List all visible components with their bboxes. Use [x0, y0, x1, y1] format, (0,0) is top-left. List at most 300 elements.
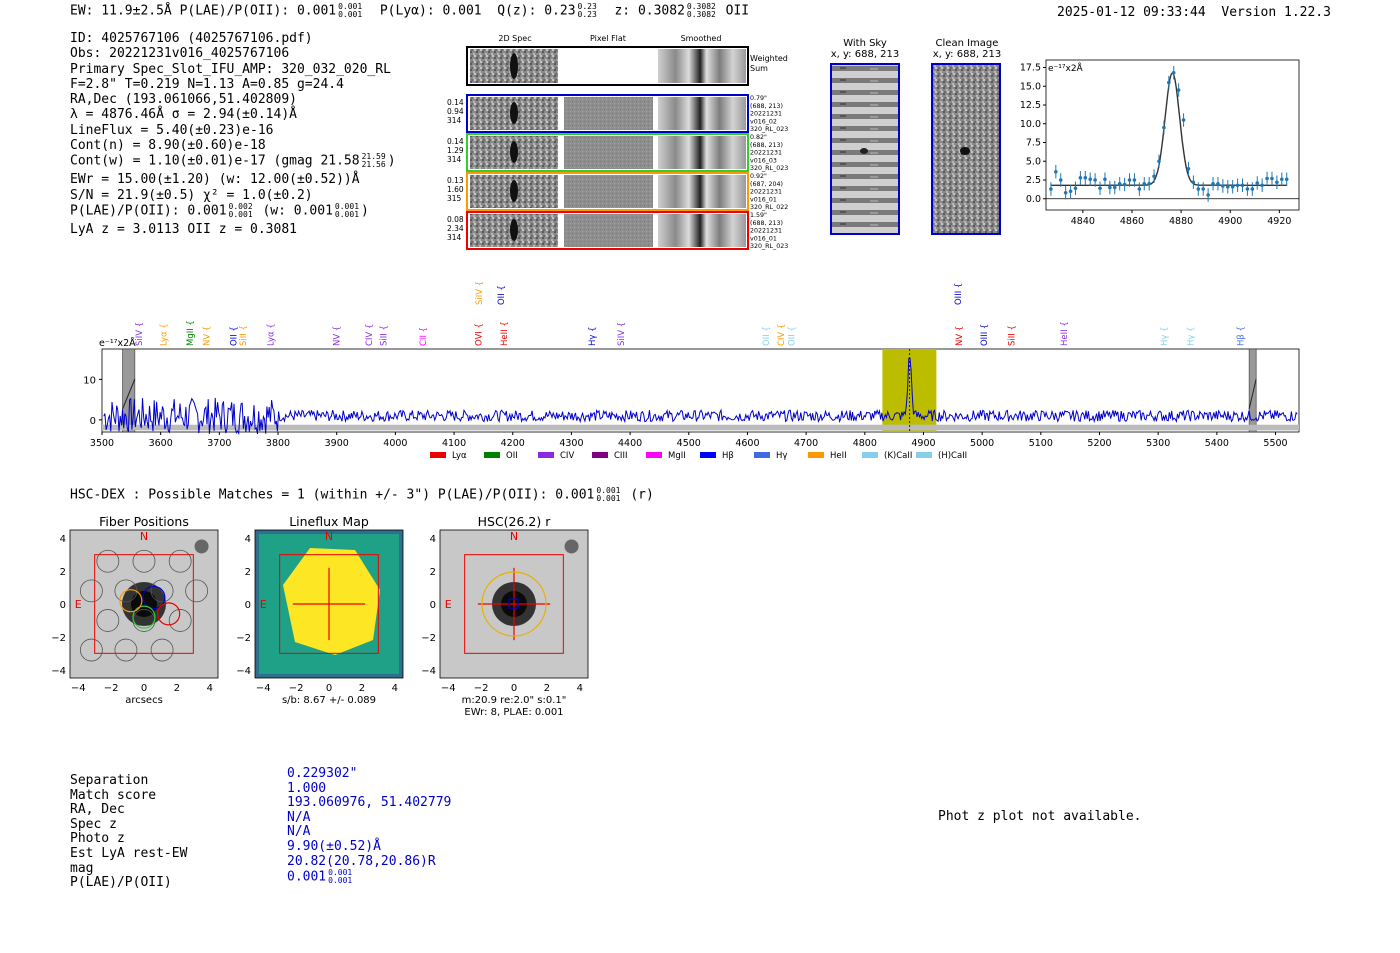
- zoom-data-point: [1098, 186, 1102, 190]
- hsc-panel-title: Fiber Positions: [99, 514, 189, 529]
- cutout-2dspec-source: [510, 141, 518, 163]
- hsc-title-text: HSC-DEX : Possible Matches = 1 (within +/- 3") P(LAE)/P(OII): 0.001: [70, 487, 595, 503]
- full-xtick-label: 4700: [794, 438, 819, 449]
- match-value-mag: 20.82(20.78,20.86)R: [287, 853, 436, 869]
- cutout-header-smoothed: Smoothed: [680, 34, 722, 43]
- cutouts-svg: [440, 33, 820, 258]
- cutout-smoothed-image: [658, 97, 746, 130]
- match-label-separation: Separation: [70, 773, 149, 788]
- full-xtick-label: 4100: [441, 438, 467, 449]
- cutout-header-pixelflat: Pixel Flat: [590, 34, 626, 43]
- zoom-xtick-label: 4920: [1267, 216, 1292, 227]
- full-line-label-top: SiIV {: [475, 280, 486, 305]
- full-line-label: HeII {: [499, 321, 510, 346]
- hsc-compass-n: N: [139, 530, 149, 544]
- zoom-data-point: [1049, 187, 1053, 191]
- full-legend-swatch: [646, 452, 662, 458]
- hsc-xtick-label: −4: [440, 683, 456, 694]
- zoom-data-point: [1138, 187, 1142, 191]
- info-fiber-params: F=2.8" T=0.219 N=1.13 A=0.85 g=24.4: [70, 76, 344, 92]
- zoom-data-point: [1275, 180, 1279, 184]
- zoom-xtick-label: 4860: [1119, 216, 1145, 227]
- cutout-row-left-text: 0.08: [447, 215, 464, 224]
- zoom-data-point: [1206, 193, 1210, 197]
- full-xtick-label: 4400: [617, 438, 643, 449]
- with-sky-image: [830, 63, 900, 239]
- full-line-label: SiII {: [238, 325, 249, 346]
- cutout-smoothed-image: [658, 214, 746, 247]
- full-line-label: CIV {: [364, 323, 375, 346]
- full-legend-label: Hβ: [722, 451, 734, 461]
- full-line-label: SiIV {: [617, 321, 628, 346]
- full-xtick-label: 3700: [207, 438, 232, 449]
- full-xtick-label: 4000: [383, 438, 408, 449]
- hsc-ytick-label: −4: [236, 665, 251, 677]
- full-legend-label: CIV: [560, 451, 575, 461]
- full-line-label: NV {: [202, 325, 213, 346]
- cutout-pixelflat-image: [564, 97, 653, 130]
- full-xtick-label: 4300: [559, 438, 584, 449]
- info-obs: Obs: 20221231v016_4025767106: [70, 46, 290, 62]
- info-contw-text: Cont(w) = 1.10(±0.01)e-17 (gmag 21.58: [70, 153, 360, 169]
- full-legend-label: CIII: [614, 451, 628, 461]
- cutout-row-right-text: (688, 213): [750, 102, 783, 110]
- zoom-data-point: [1177, 88, 1181, 92]
- info-plae: P(LAE)/P(OII): 0.001 0.002 0.001 (w: 0.001 0.001 0.001 ): [70, 201, 369, 219]
- full-legend-label: Lyα: [452, 451, 467, 461]
- info-plae-w-upper: 0.001: [334, 201, 360, 211]
- zoom-data-point: [1084, 176, 1088, 180]
- clean-image-title: [922, 38, 1012, 60]
- hsc-xtick-label: 0: [140, 683, 148, 694]
- full-xtick-label: 4900: [911, 438, 936, 449]
- full-ytick-label: 0: [89, 415, 96, 427]
- hsc-xtick-label: 2: [543, 683, 551, 694]
- zoom-data-point: [1133, 178, 1137, 182]
- cutout-row-right-text: 320_RL_023: [750, 126, 789, 134]
- zoom-data-point: [1182, 118, 1186, 122]
- zoom-data-point: [1221, 184, 1225, 188]
- full-line-label: Hβ {: [1236, 326, 1247, 346]
- full-legend-label: HeII: [830, 451, 847, 461]
- hsc-xtick-label: 2: [173, 683, 181, 694]
- full-line-label: OII {: [787, 326, 798, 346]
- hsc-panel-xlabel: arcsecs: [125, 695, 163, 706]
- info-plae-w: (w: 0.001: [262, 203, 333, 219]
- zoom-data-point: [1265, 177, 1269, 181]
- cutout-row-right-text: 320_RL_022: [750, 204, 789, 212]
- cutout-row-right-text: 20221231: [750, 110, 783, 118]
- zoom-data-point: [1167, 81, 1171, 85]
- weighted-sum-label-2: Sum: [750, 64, 768, 73]
- zoom-data-point: [1236, 183, 1240, 187]
- header-qz-lower: 0.23: [577, 10, 597, 19]
- hsc-title: [70, 487, 654, 503]
- zoom-data-point: [1123, 183, 1127, 187]
- zoom-ytick-label: 15.0: [1019, 81, 1041, 93]
- full-line-label: OIII {: [979, 323, 990, 346]
- zoom-data-point: [1196, 187, 1200, 191]
- cutout-2dspec-source: [510, 219, 518, 241]
- zoom-data-point: [1211, 182, 1215, 186]
- cutout-row-left-text: 315: [447, 194, 462, 203]
- full-xtick-label: 4800: [852, 438, 877, 449]
- match-label-score: Match score: [70, 787, 157, 803]
- cutout-row-left-text: 0.94: [447, 107, 464, 116]
- zoom-ytick-label: 10.0: [1019, 118, 1041, 130]
- zoom-xtick-label: 4880: [1169, 216, 1194, 227]
- zoom-chart-svg: [1010, 55, 1310, 230]
- hsc-companion-blob: [565, 539, 579, 553]
- match-label-radec: RA, Dec: [70, 802, 125, 818]
- zoom-data-point: [1108, 186, 1112, 190]
- hsc-panels: [45, 510, 615, 734]
- match-value-plae-text: 0.001: [287, 869, 327, 885]
- zoom-data-point: [1270, 177, 1274, 181]
- clean-image-label: Clean Image: [935, 38, 999, 49]
- zoom-data-point: [1142, 182, 1146, 186]
- zoom-data-point: [1069, 189, 1073, 193]
- hsc-xtick-label: 4: [391, 683, 398, 694]
- hsc-ytick-label: 4: [59, 534, 66, 546]
- zoom-data-point: [1255, 181, 1259, 185]
- full-line-label: Hγ {: [587, 326, 598, 346]
- hsc-panel-xlabel2: EWr: 8, PLAE: 0.001: [464, 707, 564, 718]
- zoom-data-point: [1064, 191, 1068, 195]
- cutout-smoothed-image: [658, 175, 746, 208]
- info-plae-lower: 0.001: [228, 209, 253, 219]
- full-xtick-label: 3900: [324, 438, 349, 449]
- cutout-row-left-text: 0.14: [447, 137, 464, 146]
- hsc-xtick-label: 4: [576, 683, 583, 694]
- header-z-line: OII: [725, 3, 750, 19]
- full-line-label: NV {: [955, 325, 966, 346]
- cutout-row-right-text: 0.79": [750, 95, 767, 102]
- zoom-plot-area: [1046, 60, 1299, 210]
- zoom-ytick-label: 12.5: [1019, 100, 1041, 111]
- hsc-compass-n: N: [324, 530, 334, 544]
- full-line-label: SiII {: [1007, 325, 1018, 346]
- match-plae-upper: 0.001: [328, 868, 353, 878]
- cutout-row-left-text: 0.14: [447, 98, 464, 107]
- match-labels: [70, 774, 187, 891]
- info-primary-spec: Primary Spec_Slot_IFU_AMP: 320_032_020_RL: [70, 61, 391, 77]
- hsc-compass-e: E: [74, 598, 82, 611]
- zoom-data-point: [1162, 126, 1166, 130]
- clean-image: [931, 63, 1001, 239]
- weighted-sum-label-1: Weighted: [750, 54, 788, 63]
- full-legend-label: (K)CaII: [884, 451, 913, 461]
- hsc-ytick-label: −4: [51, 665, 66, 677]
- full-xtick-label: 5000: [970, 438, 995, 449]
- zoom-data-point: [1172, 71, 1176, 75]
- hsc-ytick-label: −4: [421, 665, 436, 677]
- cutout-row-left-text: 0.13: [447, 176, 464, 185]
- cutout-pixelflat-image: [564, 136, 653, 169]
- full-unit-label: e⁻¹⁷x2Å: [99, 338, 136, 349]
- hsc-ytick-label: 2: [244, 567, 251, 579]
- hsc-xtick-label: −2: [473, 683, 489, 694]
- full-line-label: OVI {: [474, 323, 485, 346]
- zoom-xtick-label: 4840: [1070, 216, 1095, 227]
- cutout-row-left-text: 1.60: [447, 185, 464, 194]
- header-z-lower: 0.3082: [686, 10, 716, 19]
- full-xtick-label: 3500: [89, 438, 115, 449]
- cutout-row-right-text: 320_RL_023: [750, 165, 789, 173]
- header-plae-lower: 0.001: [338, 10, 363, 19]
- hsc-xtick-label: −4: [70, 683, 86, 694]
- full-line-label: SiII {: [379, 325, 390, 346]
- hsc-panel-title: HSC(26.2) r: [477, 514, 551, 529]
- header-timestamp-version: [1057, 5, 1331, 20]
- cutout-row-right-text: 0.82": [750, 134, 767, 141]
- full-line-label: Lyα {: [159, 323, 170, 346]
- zoom-data-point: [1059, 178, 1063, 182]
- zoom-data-point: [1241, 183, 1245, 187]
- zoom-data-point: [1192, 180, 1196, 184]
- info-lyaz: LyA z = 3.0113 OII z = 0.3081: [70, 221, 297, 237]
- full-xtick-label: 4600: [735, 438, 760, 449]
- zoom-data-point: [1093, 178, 1097, 182]
- full-xtick-label: 5400: [1204, 438, 1229, 449]
- cutout-row-right-text: 20221231: [750, 227, 783, 235]
- match-value-photoz: N/A: [287, 824, 311, 840]
- cutout-row-right-text: 20221231: [750, 149, 783, 157]
- with-sky-title: [820, 38, 910, 60]
- with-sky-coords: x, y: 688, 213: [830, 49, 900, 60]
- zoom-data-point: [1054, 170, 1058, 174]
- cutout-row-right-text: 20221231: [750, 188, 783, 196]
- hsc-xtick-label: −2: [288, 683, 304, 694]
- full-legend-label: OII: [506, 451, 518, 461]
- version: Version 1.22.3: [1221, 5, 1331, 20]
- cutout-row-right-text: v016_01: [750, 196, 777, 204]
- info-plae-text: P(LAE)/P(OII): 0.001: [70, 203, 227, 219]
- cutout-2dspec-source: [510, 180, 518, 202]
- hsc-ytick-label: 0: [429, 600, 436, 611]
- zoom-data-point: [1187, 167, 1191, 171]
- info-block: [70, 31, 396, 237]
- full-xtick-label: 4500: [676, 438, 701, 449]
- full-xtick-label: 5500: [1263, 438, 1288, 449]
- full-line-label: HeII {: [1060, 321, 1071, 346]
- match-label-photoz: Photo z: [70, 831, 125, 847]
- zoom-data-point: [1088, 177, 1092, 181]
- hsc-ytick-label: −2: [51, 632, 66, 644]
- hsc-compass-e: E: [259, 598, 267, 611]
- zoom-data-point: [1157, 159, 1161, 163]
- zoom-data-point: [1260, 183, 1264, 187]
- hsc-compass-n: N: [509, 530, 519, 544]
- header-qz-upper: 0.23: [577, 2, 597, 11]
- header-ew-plae: EW: 11.9±2.5Å P(LAE)/P(OII): 0.001: [70, 3, 337, 19]
- zoom-unit-label: e⁻¹⁷x2Å: [1048, 64, 1083, 74]
- full-spectrum-svg: [60, 275, 1320, 465]
- full-xtick-label: 3600: [148, 438, 173, 449]
- info-sn: S/N = 21.9(±0.5) χ² = 1.0(±0.2): [70, 187, 313, 203]
- hsc-ytick-label: 2: [429, 567, 436, 579]
- hsc-title-suffix: (r): [630, 487, 654, 503]
- hsc-ytick-label: 0: [244, 600, 251, 611]
- hsc-ytick-label: −2: [421, 632, 436, 644]
- cutout-pixelflat-image: [564, 214, 653, 247]
- full-legend-swatch: [538, 452, 554, 458]
- cutout-row-right-text: v016_01: [750, 235, 777, 243]
- full-legend-swatch: [430, 452, 446, 458]
- info-contn: Cont(n) = 8.90(±0.60)e-18: [70, 138, 266, 154]
- full-xtick-label: 5300: [1146, 438, 1171, 449]
- full-legend-swatch: [862, 452, 878, 458]
- zoom-data-point: [1147, 182, 1151, 186]
- cutout-header-2dspec: 2D Spec: [498, 34, 532, 43]
- cutout-row-right-text: v016_03: [750, 157, 777, 165]
- full-legend-swatch: [700, 452, 716, 458]
- cutout-row-right-text: 0.92": [750, 173, 767, 180]
- full-xtick-label: 4200: [500, 438, 525, 449]
- hsc-ytick-label: 4: [429, 534, 436, 546]
- zoom-data-point: [1128, 178, 1132, 182]
- info-contw-lower: 21.56: [361, 160, 386, 170]
- match-label-plae: P(LAE)/P(OII): [70, 875, 172, 891]
- hsc-title-lower: 0.001: [596, 494, 621, 503]
- zoom-xtick-label: 4900: [1218, 216, 1243, 227]
- hsc-ytick-label: −2: [236, 632, 251, 644]
- full-legend-swatch: [808, 452, 824, 458]
- full-legend-swatch: [592, 452, 608, 458]
- full-legend-label: Hγ: [776, 451, 788, 461]
- info-radec: RA,Dec (193.061066,51.402809): [70, 92, 297, 108]
- hsc-xtick-label: −2: [103, 683, 119, 694]
- photz-message: Phot z plot not available.: [938, 809, 1142, 824]
- hsc-title-upper: 0.001: [596, 486, 621, 495]
- full-line-label: Hγ {: [1186, 326, 1197, 346]
- info-contw: Cont(w) = 1.10(±0.01)e-17 (gmag 21.58 21.59 21.56 ): [70, 152, 396, 170]
- full-line-label: MgII {: [185, 320, 196, 346]
- zoom-data-point: [1251, 187, 1255, 191]
- full-ytick-label: 10: [83, 375, 96, 387]
- hsc-ytick-label: 2: [59, 567, 66, 579]
- zoom-ytick-label: 2.5: [1025, 175, 1041, 186]
- full-xtick-label: 5100: [1028, 438, 1053, 449]
- hsc-ytick-label: 4: [244, 534, 251, 546]
- full-legend-swatch: [484, 452, 500, 458]
- match-value-plae: [287, 869, 451, 885]
- match-value-separation: 0.229302": [287, 766, 358, 781]
- match-label-mag: mag: [70, 860, 94, 876]
- zoom-data-point: [1201, 187, 1205, 191]
- match-value-ew: 9.90(±0.52)Å: [287, 838, 381, 854]
- weighted-2dspec-source: [510, 53, 518, 79]
- hsc-ytick-label: 0: [59, 600, 66, 611]
- hsc-panel-title: Lineflux Map: [289, 514, 369, 529]
- info-plae-upper: 0.002: [228, 201, 253, 211]
- cutout-row-right-text: 320_RL_023: [750, 243, 789, 251]
- match-label-specz: Spec z: [70, 816, 117, 832]
- hsc-panel-xlabel: m:20.9 re:2.0" s:0.1": [461, 695, 567, 706]
- header-plya: P(Lyα): 0.001: [379, 3, 482, 19]
- hsc-xtick-label: 4: [206, 683, 213, 694]
- zoom-data-point: [1280, 177, 1284, 181]
- zoom-data-point: [1285, 177, 1289, 181]
- clean-image-coords: x, y: 688, 213: [932, 49, 1002, 60]
- cutout-row-right-text: (688, 213): [750, 219, 783, 227]
- full-line-label-top: OIII {: [954, 282, 965, 305]
- full-line-label: CIV {: [776, 323, 787, 346]
- zoom-ytick-label: 5.0: [1025, 156, 1041, 168]
- info-id: ID: 4025767106 (4025767106.pdf): [70, 31, 313, 46]
- info-ewr: EWr = 15.00(±1.20) (w: 12.00(±0.52))Å: [70, 172, 360, 188]
- full-spectrum-chart: [60, 275, 1320, 469]
- zoom-data-point: [1113, 186, 1117, 190]
- hsc-xtick-label: 2: [358, 683, 366, 694]
- full-xtick-label: 3800: [265, 438, 291, 449]
- full-line-label: OII {: [229, 326, 240, 346]
- info-lineflux: LineFlux = 5.40(±0.23)e-16: [70, 122, 274, 138]
- zoom-data-point: [1118, 182, 1122, 186]
- timestamp: 2025-01-12 09:33:44: [1057, 5, 1206, 20]
- cutout-row-right-text: (687, 204): [750, 180, 783, 188]
- cutout-row-left-text: 314: [447, 116, 462, 125]
- header-plae-upper: 0.001: [338, 2, 363, 11]
- full-line-label: NV {: [332, 325, 343, 346]
- zoom-data-point: [1074, 186, 1078, 190]
- full-legend-label: (H)CaII: [938, 451, 968, 461]
- cutout-pixelflat-image: [564, 175, 653, 208]
- zoom-data-point: [1103, 177, 1107, 181]
- cutout-row-right-text: (688, 213): [750, 141, 783, 149]
- zoom-ytick-label: 0.0: [1025, 193, 1041, 205]
- hsc-compass-e: E: [444, 598, 452, 611]
- match-label-ew: Est LyA rest-EW: [70, 845, 188, 861]
- zoom-data-point: [1079, 176, 1083, 180]
- full-legend-swatch: [754, 452, 770, 458]
- header-z-upper: 0.3082: [686, 2, 716, 11]
- match-values: [287, 767, 451, 885]
- zoom-data-point: [1152, 174, 1156, 178]
- hsc-xtick-label: 0: [510, 683, 518, 694]
- zoom-data-point: [1231, 185, 1235, 189]
- match-value-radec: 193.060976, 51.402779: [287, 795, 452, 811]
- full-line-label: Hγ {: [1159, 326, 1170, 346]
- full-xtick-label: 5200: [1087, 438, 1112, 449]
- zoom-ytick-label: 17.5: [1019, 62, 1041, 74]
- full-legend-label: MgII: [668, 451, 686, 461]
- cutout-row-left-text: 314: [447, 233, 462, 242]
- zoom-data-point: [1216, 182, 1220, 186]
- zoom-data-point: [1226, 185, 1230, 189]
- full-legend-swatch: [916, 452, 932, 458]
- cutout-smoothed-image: [658, 136, 746, 169]
- match-value-specz: N/A: [287, 809, 311, 825]
- hsc-xtick-label: 0: [325, 683, 333, 694]
- header-qz: Q(z): 0.23: [497, 3, 576, 19]
- match-plae-lower: 0.001: [328, 876, 353, 886]
- full-line-label: OII {: [762, 326, 773, 346]
- header-summary: [70, 3, 749, 19]
- full-noise-band: [102, 425, 1299, 431]
- hsc-source-core: [131, 591, 157, 617]
- cutout-row-right-text: v016_02: [750, 118, 777, 126]
- full-line-label: Lyα {: [266, 323, 277, 346]
- info-lambda: λ = 4876.46Å σ = 2.94(±0.14)Å: [70, 107, 297, 123]
- zoom-ytick-label: 7.5: [1025, 137, 1041, 149]
- match-value-score: 1.000: [287, 780, 327, 796]
- hsc-panels-svg: [45, 510, 615, 730]
- full-line-label-top: OII {: [496, 285, 507, 305]
- header-z: z: 0.3082: [614, 3, 685, 19]
- with-sky-label: With Sky: [843, 38, 887, 49]
- cutout-row-left-text: 314: [447, 155, 462, 164]
